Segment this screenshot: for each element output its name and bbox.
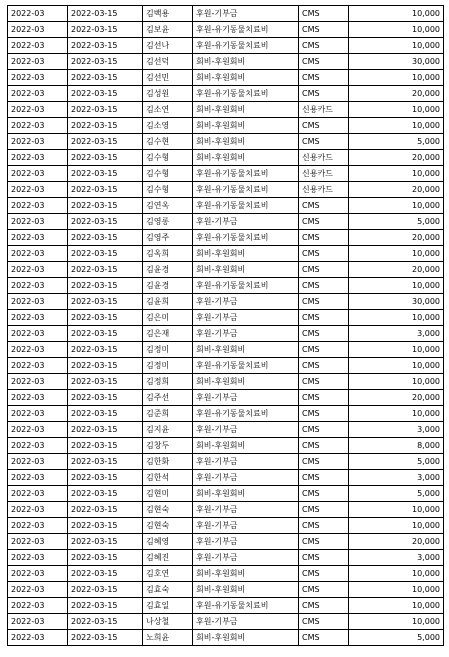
table-row bbox=[8, 38, 444, 54]
payment-method-cell: CMS bbox=[299, 230, 349, 246]
category-cell: 후원-유기동물치료비 bbox=[193, 230, 299, 246]
payment-method-cell: CMS bbox=[299, 454, 349, 470]
payment-method-cell: CMS bbox=[299, 358, 349, 374]
donor-name-cell: 김윤희 bbox=[143, 294, 193, 310]
donor-name-cell: 김효일 bbox=[143, 598, 193, 614]
donor-name-cell: 김선민 bbox=[143, 70, 193, 86]
month-cell: 2022-03 bbox=[8, 118, 68, 134]
table-row bbox=[8, 70, 444, 86]
amount-cell: 3,000 bbox=[349, 550, 444, 566]
payment-method-cell: CMS bbox=[299, 614, 349, 630]
category-cell: 후원-기부금 bbox=[193, 310, 299, 326]
date-cell: 2022-03-15 bbox=[68, 614, 143, 630]
category-cell: 회비-후원회비 bbox=[193, 70, 299, 86]
table-row bbox=[8, 582, 444, 598]
amount-cell: 30,000 bbox=[349, 54, 444, 70]
amount-cell: 20,000 bbox=[349, 182, 444, 198]
amount-cell: 10,000 bbox=[349, 166, 444, 182]
amount-cell: 5,000 bbox=[349, 486, 444, 502]
donor-name-cell: 김한석 bbox=[143, 470, 193, 486]
payment-method-cell: 신용카드 bbox=[299, 182, 349, 198]
category-cell: 회비-후원회비 bbox=[193, 246, 299, 262]
amount-cell: 10,000 bbox=[349, 566, 444, 582]
month-cell: 2022-03 bbox=[8, 38, 68, 54]
date-cell: 2022-03-15 bbox=[68, 134, 143, 150]
date-cell: 2022-03-15 bbox=[68, 406, 143, 422]
table-row bbox=[8, 438, 444, 454]
date-cell: 2022-03-15 bbox=[68, 102, 143, 118]
donor-name-cell: 김보윤 bbox=[143, 22, 193, 38]
month-cell: 2022-03 bbox=[8, 22, 68, 38]
payment-method-cell: CMS bbox=[299, 134, 349, 150]
category-cell: 후원-기부금 bbox=[193, 294, 299, 310]
category-cell: 회비-후원회비 bbox=[193, 438, 299, 454]
donor-name-cell: 김영롱 bbox=[143, 214, 193, 230]
category-cell: 후원-유기동물치료비 bbox=[193, 86, 299, 102]
ledger-body bbox=[8, 6, 444, 646]
payment-method-cell: CMS bbox=[299, 70, 349, 86]
month-cell: 2022-03 bbox=[8, 70, 68, 86]
month-cell: 2022-03 bbox=[8, 294, 68, 310]
month-cell: 2022-03 bbox=[8, 566, 68, 582]
amount-cell: 10,000 bbox=[349, 310, 444, 326]
donor-name-cell: 김소연 bbox=[143, 102, 193, 118]
month-cell: 2022-03 bbox=[8, 182, 68, 198]
donor-name-cell: 김연옥 bbox=[143, 198, 193, 214]
donor-name-cell: 김윤경 bbox=[143, 278, 193, 294]
month-cell: 2022-03 bbox=[8, 310, 68, 326]
category-cell: 후원-유기동물치료비 bbox=[193, 598, 299, 614]
date-cell: 2022-03-15 bbox=[68, 358, 143, 374]
payment-method-cell: CMS bbox=[299, 342, 349, 358]
amount-cell: 20,000 bbox=[349, 86, 444, 102]
month-cell: 2022-03 bbox=[8, 342, 68, 358]
amount-cell: 10,000 bbox=[349, 22, 444, 38]
category-cell: 후원-유기동물치료비 bbox=[193, 278, 299, 294]
month-cell: 2022-03 bbox=[8, 486, 68, 502]
month-cell: 2022-03 bbox=[8, 630, 68, 646]
payment-method-cell: CMS bbox=[299, 406, 349, 422]
amount-cell: 8,000 bbox=[349, 438, 444, 454]
category-cell: 후원-기부금 bbox=[193, 390, 299, 406]
table-row bbox=[8, 422, 444, 438]
donor-name-cell: 나상철 bbox=[143, 614, 193, 630]
date-cell: 2022-03-15 bbox=[68, 534, 143, 550]
category-cell: 회비-후원회비 bbox=[193, 566, 299, 582]
table-row bbox=[8, 182, 444, 198]
month-cell: 2022-03 bbox=[8, 454, 68, 470]
amount-cell: 10,000 bbox=[349, 598, 444, 614]
month-cell: 2022-03 bbox=[8, 550, 68, 566]
date-cell: 2022-03-15 bbox=[68, 22, 143, 38]
amount-cell: 5,000 bbox=[349, 630, 444, 646]
table-row bbox=[8, 214, 444, 230]
donor-name-cell: 김혜영 bbox=[143, 534, 193, 550]
payment-method-cell: CMS bbox=[299, 118, 349, 134]
month-cell: 2022-03 bbox=[8, 246, 68, 262]
month-cell: 2022-03 bbox=[8, 502, 68, 518]
table-row bbox=[8, 134, 444, 150]
amount-cell: 10,000 bbox=[349, 502, 444, 518]
category-cell: 후원-유기동물치료비 bbox=[193, 22, 299, 38]
category-cell: 회비-후원회비 bbox=[193, 150, 299, 166]
month-cell: 2022-03 bbox=[8, 598, 68, 614]
donor-name-cell: 김소영 bbox=[143, 118, 193, 134]
payment-method-cell: CMS bbox=[299, 214, 349, 230]
month-cell: 2022-03 bbox=[8, 422, 68, 438]
amount-cell: 10,000 bbox=[349, 38, 444, 54]
category-cell: 회비-후원회비 bbox=[193, 54, 299, 70]
table-row bbox=[8, 358, 444, 374]
payment-method-cell: CMS bbox=[299, 438, 349, 454]
amount-cell: 5,000 bbox=[349, 134, 444, 150]
date-cell: 2022-03-15 bbox=[68, 502, 143, 518]
date-cell: 2022-03-15 bbox=[68, 518, 143, 534]
category-cell: 후원-기부금 bbox=[193, 6, 299, 22]
month-cell: 2022-03 bbox=[8, 6, 68, 22]
month-cell: 2022-03 bbox=[8, 470, 68, 486]
date-cell: 2022-03-15 bbox=[68, 582, 143, 598]
payment-method-cell: CMS bbox=[299, 390, 349, 406]
donor-name-cell: 김백용 bbox=[143, 6, 193, 22]
table-row bbox=[8, 166, 444, 182]
table-row bbox=[8, 598, 444, 614]
amount-cell: 5,000 bbox=[349, 214, 444, 230]
amount-cell: 10,000 bbox=[349, 582, 444, 598]
category-cell: 후원-기부금 bbox=[193, 326, 299, 342]
amount-cell: 20,000 bbox=[349, 150, 444, 166]
amount-cell: 10,000 bbox=[349, 406, 444, 422]
amount-cell: 3,000 bbox=[349, 326, 444, 342]
payment-method-cell: 신용카드 bbox=[299, 150, 349, 166]
date-cell: 2022-03-15 bbox=[68, 86, 143, 102]
amount-cell: 10,000 bbox=[349, 614, 444, 630]
table-row bbox=[8, 246, 444, 262]
donor-name-cell: 노희윤 bbox=[143, 630, 193, 646]
date-cell: 2022-03-15 bbox=[68, 470, 143, 486]
category-cell: 회비-후원회비 bbox=[193, 374, 299, 390]
date-cell: 2022-03-15 bbox=[68, 342, 143, 358]
month-cell: 2022-03 bbox=[8, 358, 68, 374]
donor-name-cell: 김수형 bbox=[143, 166, 193, 182]
category-cell: 회비-후원회비 bbox=[193, 342, 299, 358]
category-cell: 회비-후원회비 bbox=[193, 582, 299, 598]
category-cell: 후원-기부금 bbox=[193, 470, 299, 486]
donor-name-cell: 김호연 bbox=[143, 566, 193, 582]
donor-name-cell: 김선덕 bbox=[143, 54, 193, 70]
donor-name-cell: 김수형 bbox=[143, 150, 193, 166]
donor-name-cell: 김은재 bbox=[143, 326, 193, 342]
payment-method-cell: CMS bbox=[299, 374, 349, 390]
month-cell: 2022-03 bbox=[8, 262, 68, 278]
amount-cell: 5,000 bbox=[349, 454, 444, 470]
month-cell: 2022-03 bbox=[8, 230, 68, 246]
date-cell: 2022-03-15 bbox=[68, 118, 143, 134]
donor-name-cell: 김현숙 bbox=[143, 518, 193, 534]
date-cell: 2022-03-15 bbox=[68, 262, 143, 278]
table-row bbox=[8, 6, 444, 22]
donor-name-cell: 김성원 bbox=[143, 86, 193, 102]
table-row bbox=[8, 262, 444, 278]
category-cell: 후원-기부금 bbox=[193, 614, 299, 630]
table-row bbox=[8, 614, 444, 630]
category-cell: 회비-후원회비 bbox=[193, 134, 299, 150]
donor-name-cell: 김창두 bbox=[143, 438, 193, 454]
donor-name-cell: 김지윤 bbox=[143, 422, 193, 438]
month-cell: 2022-03 bbox=[8, 406, 68, 422]
date-cell: 2022-03-15 bbox=[68, 166, 143, 182]
donor-name-cell: 김정미 bbox=[143, 358, 193, 374]
category-cell: 후원-기부금 bbox=[193, 422, 299, 438]
month-cell: 2022-03 bbox=[8, 166, 68, 182]
month-cell: 2022-03 bbox=[8, 134, 68, 150]
donor-name-cell: 김현숙 bbox=[143, 502, 193, 518]
payment-method-cell: CMS bbox=[299, 198, 349, 214]
amount-cell: 10,000 bbox=[349, 374, 444, 390]
payment-method-cell: CMS bbox=[299, 246, 349, 262]
date-cell: 2022-03-15 bbox=[68, 486, 143, 502]
amount-cell: 3,000 bbox=[349, 470, 444, 486]
amount-cell: 20,000 bbox=[349, 262, 444, 278]
category-cell: 후원-기부금 bbox=[193, 534, 299, 550]
date-cell: 2022-03-15 bbox=[68, 214, 143, 230]
month-cell: 2022-03 bbox=[8, 214, 68, 230]
date-cell: 2022-03-15 bbox=[68, 246, 143, 262]
payment-method-cell: CMS bbox=[299, 566, 349, 582]
date-cell: 2022-03-15 bbox=[68, 550, 143, 566]
payment-method-cell: CMS bbox=[299, 310, 349, 326]
donor-name-cell: 김영주 bbox=[143, 230, 193, 246]
payment-method-cell: CMS bbox=[299, 262, 349, 278]
donor-name-cell: 김현미 bbox=[143, 486, 193, 502]
category-cell: 회비-후원회비 bbox=[193, 102, 299, 118]
amount-cell: 10,000 bbox=[349, 118, 444, 134]
payment-method-cell: CMS bbox=[299, 502, 349, 518]
donor-name-cell: 김수현 bbox=[143, 134, 193, 150]
date-cell: 2022-03-15 bbox=[68, 390, 143, 406]
month-cell: 2022-03 bbox=[8, 326, 68, 342]
table-row bbox=[8, 198, 444, 214]
table-row bbox=[8, 86, 444, 102]
date-cell: 2022-03-15 bbox=[68, 54, 143, 70]
date-cell: 2022-03-15 bbox=[68, 230, 143, 246]
payment-method-cell: CMS bbox=[299, 534, 349, 550]
date-cell: 2022-03-15 bbox=[68, 70, 143, 86]
date-cell: 2022-03-15 bbox=[68, 150, 143, 166]
payment-method-cell: CMS bbox=[299, 470, 349, 486]
date-cell: 2022-03-15 bbox=[68, 278, 143, 294]
table-row bbox=[8, 534, 444, 550]
month-cell: 2022-03 bbox=[8, 278, 68, 294]
table-row bbox=[8, 502, 444, 518]
table-row bbox=[8, 630, 444, 646]
category-cell: 후원-기부금 bbox=[193, 502, 299, 518]
month-cell: 2022-03 bbox=[8, 374, 68, 390]
amount-cell: 10,000 bbox=[349, 342, 444, 358]
payment-method-cell: CMS bbox=[299, 598, 349, 614]
table-row bbox=[8, 118, 444, 134]
month-cell: 2022-03 bbox=[8, 534, 68, 550]
date-cell: 2022-03-15 bbox=[68, 310, 143, 326]
table-row bbox=[8, 22, 444, 38]
donor-name-cell: 김혜진 bbox=[143, 550, 193, 566]
month-cell: 2022-03 bbox=[8, 54, 68, 70]
donor-name-cell: 김정미 bbox=[143, 342, 193, 358]
month-cell: 2022-03 bbox=[8, 86, 68, 102]
payment-method-cell: CMS bbox=[299, 630, 349, 646]
amount-cell: 3,000 bbox=[349, 422, 444, 438]
amount-cell: 20,000 bbox=[349, 230, 444, 246]
amount-cell: 10,000 bbox=[349, 102, 444, 118]
category-cell: 후원-유기동물치료비 bbox=[193, 166, 299, 182]
category-cell: 후원-기부금 bbox=[193, 550, 299, 566]
payment-method-cell: CMS bbox=[299, 6, 349, 22]
month-cell: 2022-03 bbox=[8, 582, 68, 598]
date-cell: 2022-03-15 bbox=[68, 294, 143, 310]
payment-method-cell: CMS bbox=[299, 22, 349, 38]
category-cell: 후원-유기동물치료비 bbox=[193, 358, 299, 374]
category-cell: 회비-후원회비 bbox=[193, 118, 299, 134]
month-cell: 2022-03 bbox=[8, 518, 68, 534]
category-cell: 회비-후원회비 bbox=[193, 630, 299, 646]
table-row bbox=[8, 374, 444, 390]
table-row bbox=[8, 518, 444, 534]
amount-cell: 10,000 bbox=[349, 278, 444, 294]
month-cell: 2022-03 bbox=[8, 150, 68, 166]
date-cell: 2022-03-15 bbox=[68, 198, 143, 214]
amount-cell: 20,000 bbox=[349, 390, 444, 406]
donor-name-cell: 김준희 bbox=[143, 406, 193, 422]
donor-name-cell: 김주선 bbox=[143, 390, 193, 406]
amount-cell: 10,000 bbox=[349, 6, 444, 22]
payment-method-cell: 신용카드 bbox=[299, 102, 349, 118]
category-cell: 후원-기부금 bbox=[193, 518, 299, 534]
payment-method-cell: CMS bbox=[299, 486, 349, 502]
donor-name-cell: 김효숙 bbox=[143, 582, 193, 598]
category-cell: 후원-기부금 bbox=[193, 214, 299, 230]
table-row bbox=[8, 550, 444, 566]
payment-method-cell: CMS bbox=[299, 278, 349, 294]
date-cell: 2022-03-15 bbox=[68, 422, 143, 438]
category-cell: 후원-유기동물치료비 bbox=[193, 38, 299, 54]
category-cell: 후원-유기동물치료비 bbox=[193, 198, 299, 214]
amount-cell: 10,000 bbox=[349, 358, 444, 374]
table-row bbox=[8, 326, 444, 342]
date-cell: 2022-03-15 bbox=[68, 566, 143, 582]
table-row bbox=[8, 294, 444, 310]
payment-method-cell: CMS bbox=[299, 582, 349, 598]
payment-method-cell: CMS bbox=[299, 422, 349, 438]
donor-name-cell: 김선나 bbox=[143, 38, 193, 54]
table-row bbox=[8, 470, 444, 486]
amount-cell: 10,000 bbox=[349, 518, 444, 534]
table-row bbox=[8, 486, 444, 502]
table-row bbox=[8, 406, 444, 422]
donor-name-cell: 김옥희 bbox=[143, 246, 193, 262]
date-cell: 2022-03-15 bbox=[68, 374, 143, 390]
date-cell: 2022-03-15 bbox=[68, 182, 143, 198]
table-row bbox=[8, 454, 444, 470]
date-cell: 2022-03-15 bbox=[68, 326, 143, 342]
amount-cell: 30,000 bbox=[349, 294, 444, 310]
table-row bbox=[8, 230, 444, 246]
table-row bbox=[8, 310, 444, 326]
table-row bbox=[8, 342, 444, 358]
payment-method-cell: CMS bbox=[299, 54, 349, 70]
payment-method-cell: CMS bbox=[299, 326, 349, 342]
date-cell: 2022-03-15 bbox=[68, 38, 143, 54]
donor-name-cell: 김한화 bbox=[143, 454, 193, 470]
donation-ledger-table bbox=[7, 5, 444, 646]
donor-name-cell: 김정희 bbox=[143, 374, 193, 390]
amount-cell: 10,000 bbox=[349, 246, 444, 262]
category-cell: 후원-유기동물치료비 bbox=[193, 182, 299, 198]
date-cell: 2022-03-15 bbox=[68, 438, 143, 454]
category-cell: 회비-후원회비 bbox=[193, 486, 299, 502]
table-row bbox=[8, 102, 444, 118]
amount-cell: 20,000 bbox=[349, 534, 444, 550]
date-cell: 2022-03-15 bbox=[68, 630, 143, 646]
table-row bbox=[8, 566, 444, 582]
table-row bbox=[8, 54, 444, 70]
month-cell: 2022-03 bbox=[8, 198, 68, 214]
payment-method-cell: CMS bbox=[299, 294, 349, 310]
month-cell: 2022-03 bbox=[8, 614, 68, 630]
table-row bbox=[8, 150, 444, 166]
month-cell: 2022-03 bbox=[8, 102, 68, 118]
date-cell: 2022-03-15 bbox=[68, 6, 143, 22]
date-cell: 2022-03-15 bbox=[68, 598, 143, 614]
month-cell: 2022-03 bbox=[8, 438, 68, 454]
payment-method-cell: 신용카드 bbox=[299, 166, 349, 182]
category-cell: 후원-기부금 bbox=[193, 454, 299, 470]
amount-cell: 10,000 bbox=[349, 198, 444, 214]
amount-cell: 10,000 bbox=[349, 70, 444, 86]
donor-name-cell: 김은미 bbox=[143, 310, 193, 326]
donor-name-cell: 김윤경 bbox=[143, 262, 193, 278]
date-cell: 2022-03-15 bbox=[68, 454, 143, 470]
donor-name-cell: 김수형 bbox=[143, 182, 193, 198]
payment-method-cell: CMS bbox=[299, 518, 349, 534]
month-cell: 2022-03 bbox=[8, 390, 68, 406]
category-cell: 후원-유기동물치료비 bbox=[193, 406, 299, 422]
table-row bbox=[8, 278, 444, 294]
payment-method-cell: CMS bbox=[299, 550, 349, 566]
payment-method-cell: CMS bbox=[299, 38, 349, 54]
category-cell: 회비-후원회비 bbox=[193, 262, 299, 278]
table-row bbox=[8, 390, 444, 406]
payment-method-cell: CMS bbox=[299, 86, 349, 102]
